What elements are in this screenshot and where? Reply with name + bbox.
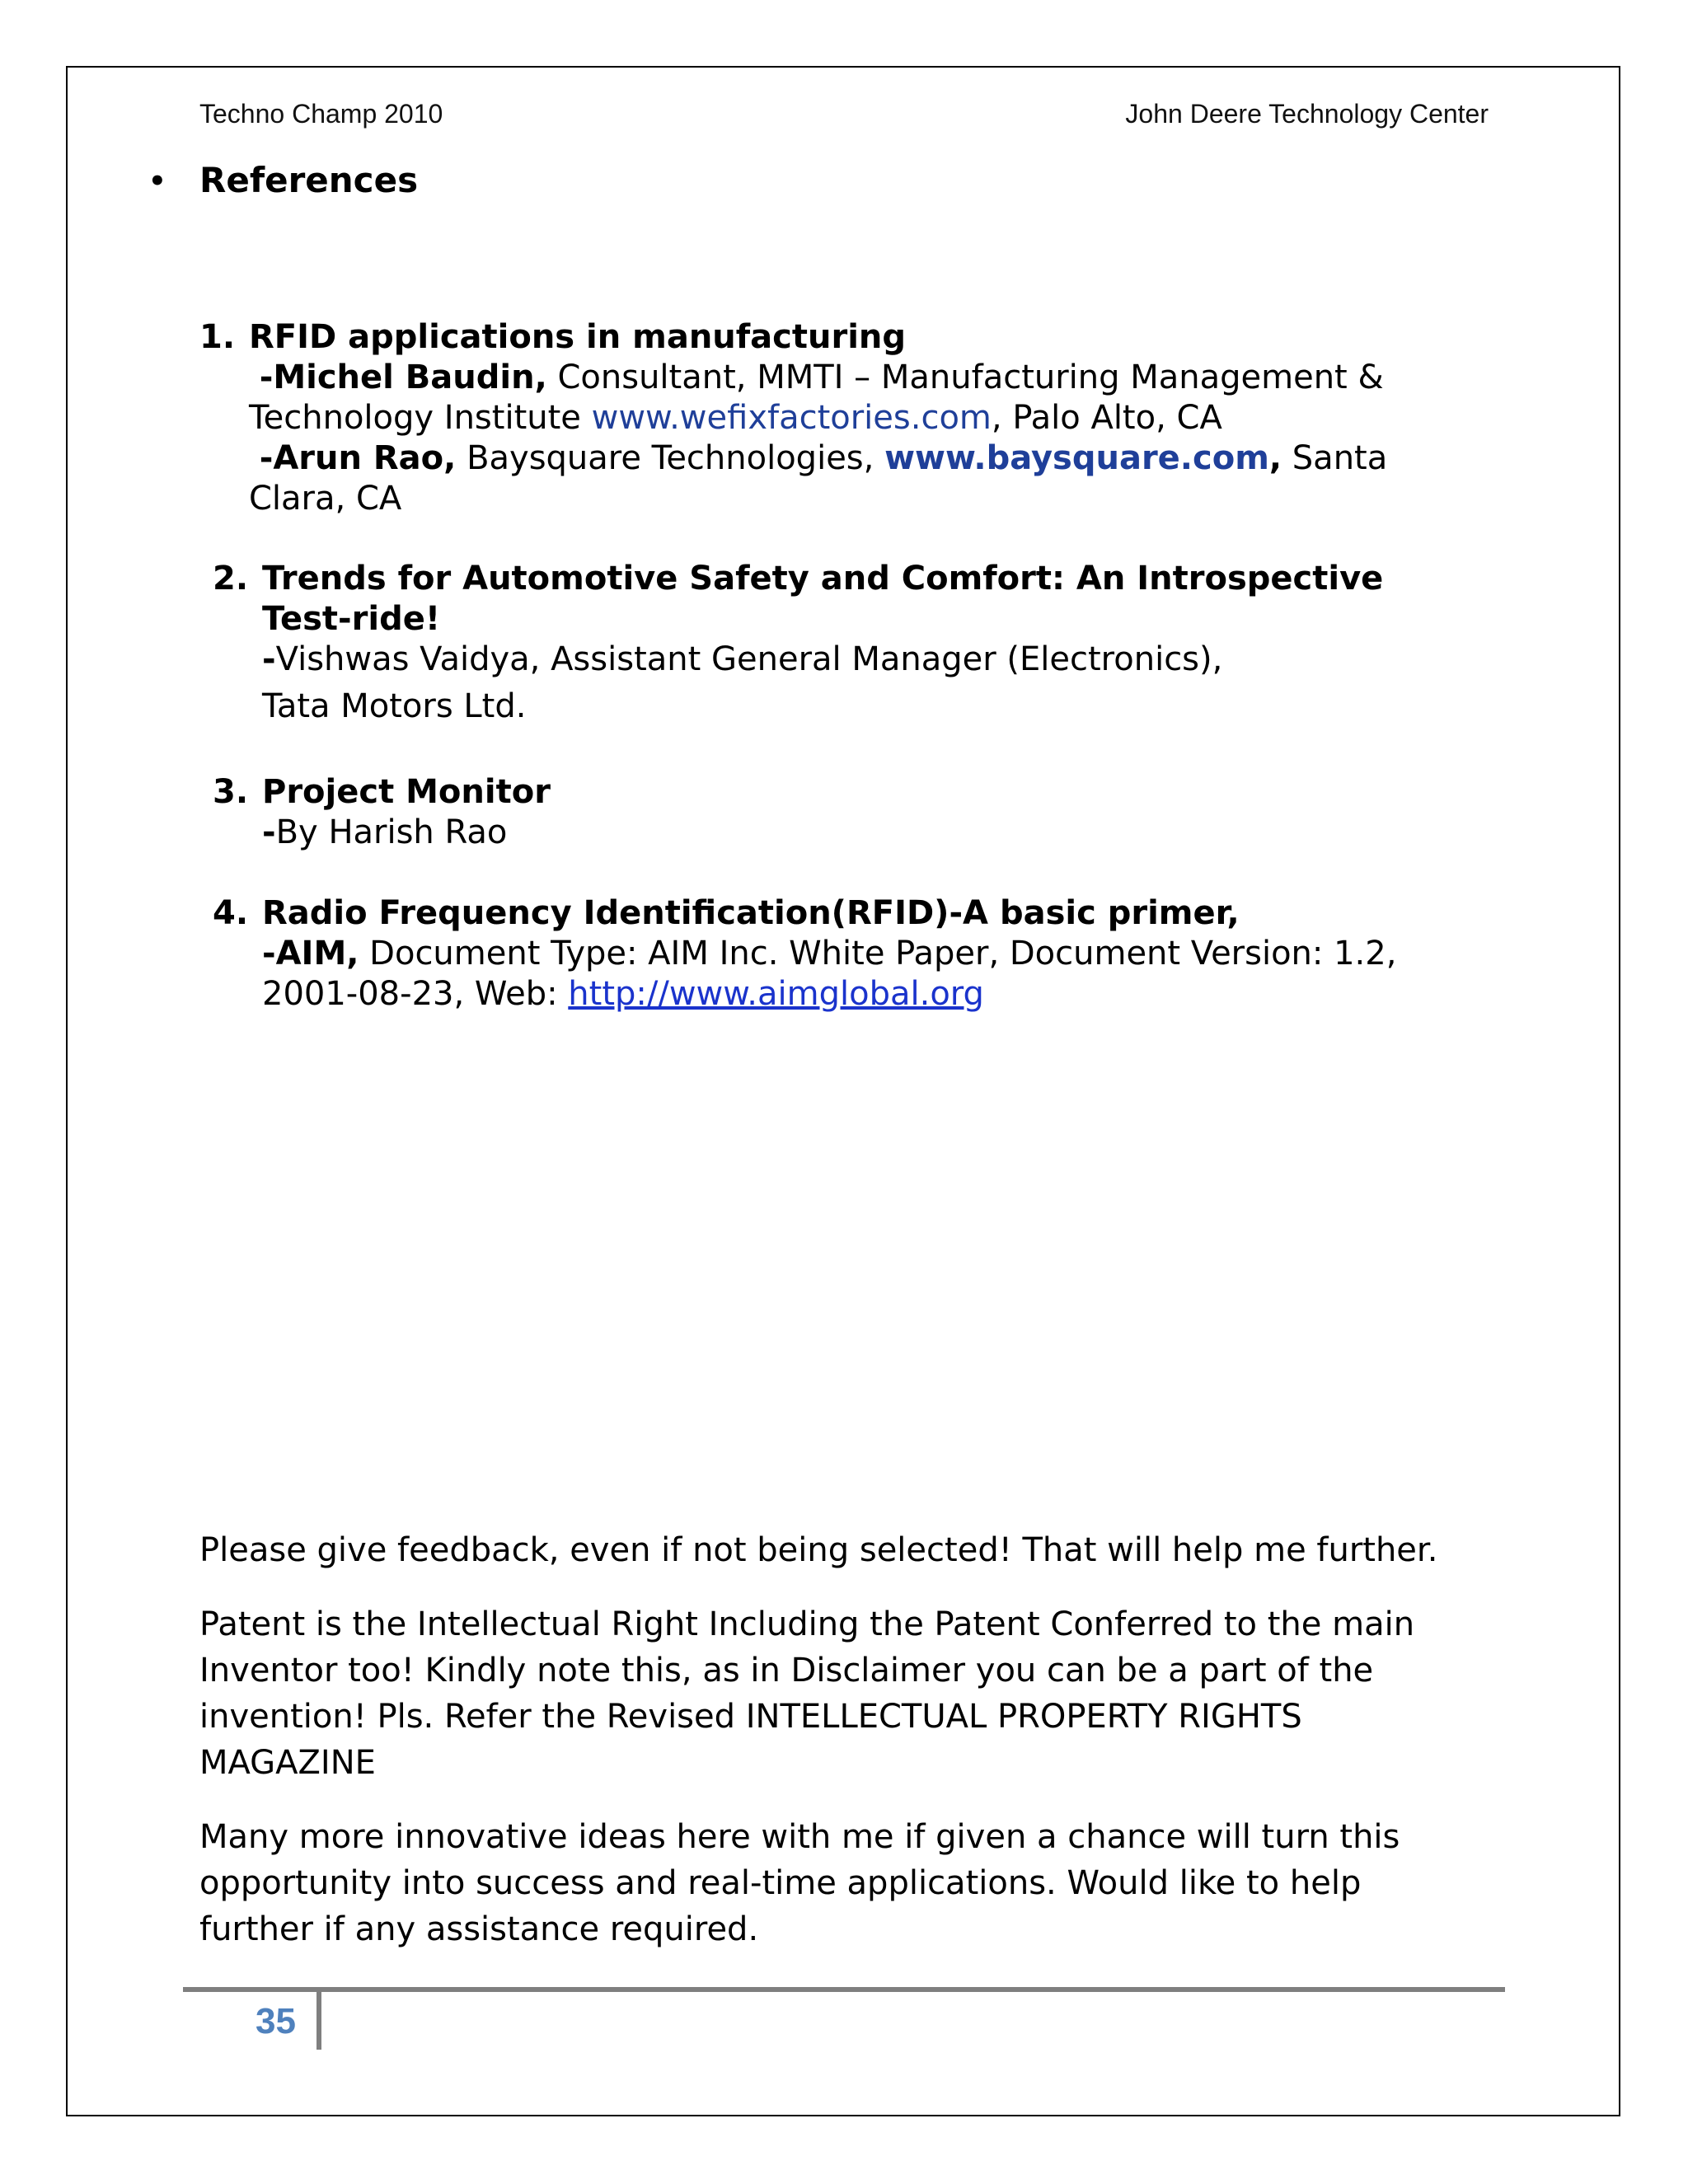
references-heading [148, 160, 418, 200]
author-affiliation: Baysquare Technologies, [456, 439, 885, 477]
patent-line: Patent is the Intellectual Right Including the Patent Conferred to the main [199, 1605, 1415, 1643]
footer-vertical-rule [316, 1992, 321, 2050]
reference-author [262, 813, 551, 853]
patent-line: MAGAZINE [199, 1744, 376, 1782]
dash: - [262, 813, 276, 851]
footer-rule [183, 1987, 1505, 1992]
reference-number: 2. [213, 560, 249, 598]
date-text: 2001-08-23, Web: [262, 975, 569, 1013]
wefixfactories-link[interactable]: www.wefixfactories.com [591, 399, 992, 437]
author-location: Santa [1282, 439, 1388, 477]
author-name: -Arun Rao, [259, 439, 457, 477]
author-name: -Michel Baudin, [259, 359, 547, 396]
reference-author-2-cont: Clara, CA [249, 480, 402, 518]
reference-body [262, 559, 1383, 727]
reference-number: 4. [213, 894, 249, 932]
reference-body [249, 317, 1387, 519]
ideas-paragraph [199, 1814, 1485, 1952]
reference-author [249, 358, 1387, 398]
aimglobal-link[interactable]: http://www.aimglobal.org [568, 975, 984, 1013]
baysquare-link[interactable]: www.baysquare.com [884, 439, 1269, 477]
patent-line: invention! Pls. Refer the Revised INTELLECTUAL PROPERTY RIGHTS [199, 1698, 1302, 1736]
reference-title-line2: Test-ride! [262, 600, 441, 638]
reference-author [262, 640, 1383, 680]
ideas-line: opportunity into success and real-time applications. Would like to help [199, 1864, 1362, 1902]
comma: , [1268, 439, 1282, 477]
patent-line: Inventor too! Kindly note this, as in Disclaimer you can be a part of the [199, 1652, 1374, 1690]
author-name: -AIM, [262, 935, 359, 972]
bullet-icon: • [148, 165, 166, 198]
page-number: 35 [256, 2001, 296, 2041]
patent-paragraph [199, 1601, 1485, 1786]
author-affiliation: Consultant, MMTI – Manufacturing Management & [546, 359, 1384, 396]
ideas-line: Many more innovative ideas here with me if given a chance will turn this [199, 1818, 1400, 1856]
reference-date-web [262, 974, 1396, 1015]
reference-title: Project Monitor [262, 773, 551, 811]
header-right: John Deere Technology Center [1125, 99, 1489, 129]
reference-author-2 [249, 438, 1387, 479]
feedback-paragraph: Please give feedback, even if not being selected! That will help me further. [199, 1531, 1438, 1569]
reference-title-line1: Trends for Automotive Safety and Comfort: An Introspective [262, 560, 1384, 598]
reference-author [262, 934, 1396, 974]
reference-number: 1. [199, 318, 236, 356]
author-text: Vishwas Vaidya, Assistant General Manager (Electronics), [275, 640, 1223, 678]
ideas-line: further if any assistance required. [199, 1910, 759, 1948]
author-location: , Palo Alto, CA [991, 399, 1222, 437]
dash: - [262, 640, 276, 678]
reference-org: Tata Motors Ltd. [262, 687, 527, 725]
author-text: Document Type: AIM Inc. White Paper, Document Version: 1.2, [359, 935, 1397, 972]
reference-title: RFID applications in manufacturing [249, 318, 907, 356]
reference-author-cont [249, 398, 1387, 438]
author-text: By Harish Rao [275, 813, 508, 851]
reference-title: Radio Frequency Identification(RFID)-A basic primer, [262, 894, 1240, 932]
reference-body [262, 893, 1396, 1015]
reference-number: 3. [213, 773, 249, 811]
header-left: Techno Champ 2010 [199, 99, 443, 129]
reference-body [262, 772, 551, 853]
references-title: References [199, 160, 419, 200]
author-affiliation-cont: Technology Institute [249, 399, 592, 437]
